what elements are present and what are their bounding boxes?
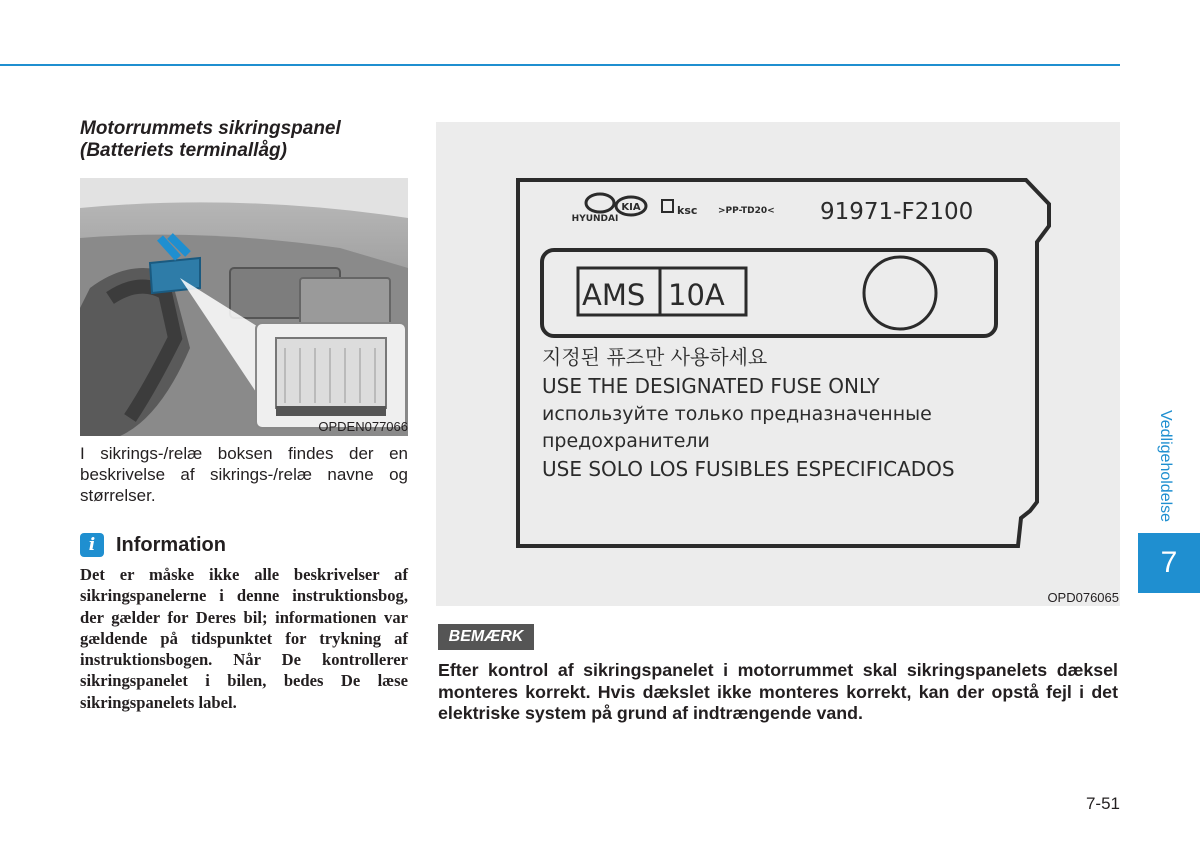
note-text: Efter kontrol af sikringspanelet i motorrummet skal sikringspanelets dæksel monteres korrekt. Hvis dækslet ikke monteres korrekt, kan der opstå fejl i det elektriske system på grund af indtrængende vand. <box>438 660 1118 723</box>
kia-logo-text: KIA <box>621 202 641 213</box>
warning-spanish: USE SOLO LOS FUSIBLES ESPECIFICADOS <box>542 457 955 481</box>
information-text: Det er måske ikke alle beskrivelser af sikringspanelerne i denne instruktionsbog, der gælder for Deres bil; informationen var gældende på tidspunktet for trykning af instruktionsbogen. Når De kontrollerer sikringspanelet i bilen, bedes De læse sikringspanelets label. <box>80 565 408 712</box>
engine-bay-illustration <box>80 178 408 436</box>
warning-russian-2: предохранители <box>542 430 710 452</box>
label-image-code: OPD076065 <box>1047 590 1119 605</box>
info-icon: i <box>80 533 104 557</box>
photo-image-code: OPDEN077066 <box>318 419 408 434</box>
material-code: >PP-TD20< <box>718 206 775 216</box>
body-paragraph: I sikrings-/relæ boksen findes der en beskrivelse af sikrings-/relæ navne og størrelser. <box>80 444 408 505</box>
section-title <box>80 118 410 162</box>
hyundai-logo-text: HYUNDAI <box>571 214 619 224</box>
chapter-side-label <box>1153 398 1177 534</box>
warning-russian-1: используйте только предназначенные <box>542 403 932 425</box>
section-title-line1: Motorrummets sikringspanel <box>80 118 341 139</box>
engine-bay-photo <box>80 178 408 436</box>
fuse-type: AMS <box>582 278 646 312</box>
fuse-label-drawing <box>436 122 1120 606</box>
part-number: 91971-F2100 <box>820 199 974 225</box>
fuse-label-figure <box>436 122 1120 606</box>
information-header <box>80 532 226 558</box>
page-number: 7-51 <box>1085 794 1120 813</box>
fuse-rating: 10A <box>668 278 725 312</box>
certification-mark: ksc <box>677 204 698 217</box>
warning-korean: 지정된 퓨즈만 사용하세요 <box>542 345 768 369</box>
note-badge: BEMÆRK <box>438 624 534 650</box>
information-title: Information <box>116 533 226 556</box>
header-rule <box>0 64 1120 66</box>
chapter-number-tab: 7 <box>1138 533 1200 593</box>
warning-english: USE THE DESIGNATED FUSE ONLY <box>542 374 880 398</box>
chapter-side-label-text: Vedligeholdelse <box>1157 409 1174 523</box>
section-title-line2: (Batteriets terminallåg) <box>80 140 287 161</box>
